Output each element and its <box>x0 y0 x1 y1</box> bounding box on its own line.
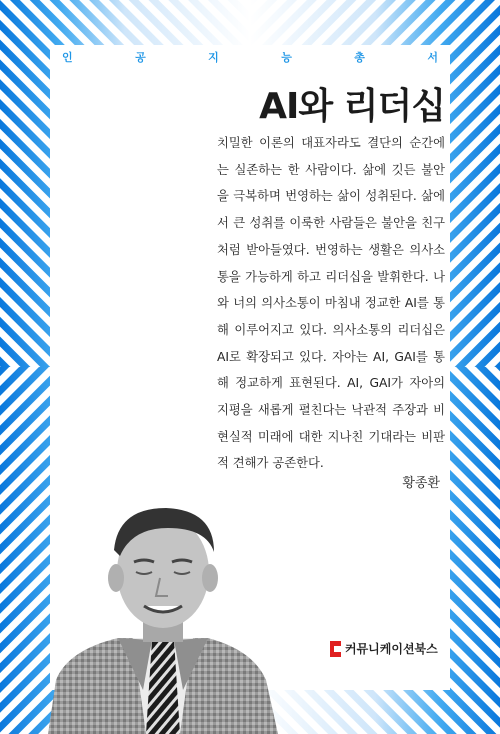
series-char: 지 <box>208 51 219 64</box>
publisher-mark-icon <box>330 641 341 657</box>
author-name: 황종환 <box>402 476 440 491</box>
author-portrait <box>48 500 278 734</box>
series-label <box>50 49 450 67</box>
series-char: 능 <box>281 51 292 64</box>
book-title: AI와 리더십 <box>259 86 445 127</box>
publisher-name: 커뮤니케이션북스 <box>345 642 438 656</box>
series-char: 공 <box>135 51 146 64</box>
book-description: 치밀한 이론의 대표자라도 결단의 순간에는 실존하는 한 사람이다. 삶에 깃든 불안을 극복하며 번영하는 삶이 성취된다. 삶에서 큰 성취를 이룩한 사람들은 불안을 친구처럼 받아들였다. 번영하는 생활은 의사소통을 가능하게 하고 리더십을 발휘한다. 나와 너의 의사소통이 마침내 정교한 AI를 통해 이루어지고 있다. 의사소통의 리더십은 AI로 확장되고 있다. 자아는 AI, GAI를 통해 정교하게 표현된다. AI, GAI가 자아의 지평을 새롭게 펼친다는 낙관적 주장과 비현실적 미래에 대한 지나친 기대라는 비판적 견해가 공존한다. <box>217 136 445 471</box>
series-char: 인 <box>62 51 73 64</box>
series-char: 총 <box>354 51 365 64</box>
series-char: 서 <box>427 51 438 64</box>
publisher-logo <box>330 640 438 657</box>
